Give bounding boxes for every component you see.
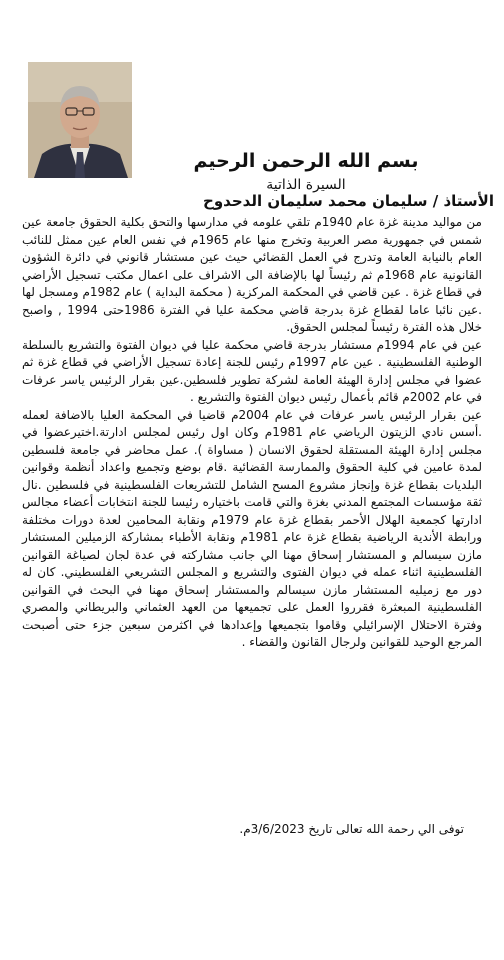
portrait-photo [28, 62, 132, 178]
bio-paragraph: عين بقرار الرئيس ياسر عرفات في عام 2004م قاضيا في المحكمة العليا بالاضافة لعمله .أسس نادي الزيتون الرياضي عام 1981م وكان اول رئيس لمجلس ادارتة.اختيرعضوا في مجلس إدارة الهيئة المستقلة لحقوق الانسان ( مساواة ). عمل محاضر في جامعة فلسطين لمدة عامين في كلية الحقوق والممارسة القضائية .قام بوضع وتجميع واعداد أنظمة وقوانين البلديات بقطاع غزة وإنجاز مشروع المسح الشامل للتشريعات الفلسطينية في فلسطين .نال ثقة مؤسسات المجتمع المدني بغزة والتي قامت باختياره رئيسا للجنة انتخابات أعضاء مجالس ادارتها كجمعية الهلال الأحمر بقطاع غزة عام 1979م ونقابة المحامين لعدة دورات مختلفة ورابطة الأندية الرياضية بقطاع غزة عام 1981م ونقابة الأطباء بمشاركة الزميلين المستشار مازن سيسالم و المستشار إسحاق مهنا الي جانب مشاركته في عدة لجان لصياغة القوانين الفلسطينية اثناء عمله في ديوان الفتوى والتشريع و المجلس التشريعي الفلسطيني. كان له دور مع زميليه المستشار مازن سيسالم والمستشار إسحاق مهنا في البحث في القوانين الفلسطينية المبعثرة فقرروا العمل على تجميعها من العهد العثماني والبريطاني والمصري وفترة الاحتلال الإسرائيلي وقاموا بتجميعها وإعدادها في اكثرمن سبعين جزء حتى أصبحت المرجع الوحيد للقوانين ولرجال القانون والقضاء . [22, 407, 483, 649]
document-header [130, 148, 482, 194]
bio-paragraph: عين في عام 1994م مستشار بدرجة قاضي محكمة عليا في ديوان الفتوة والتشريع بالسلطة الوطنية الفلسطينية . عين عام 1997م رئيس للجنة إعادة تسجيل الأراضي في قطاع غزة ثم عضوا في مجلس إدارة الهيئة العامة لشركة تطوير فلسطين.عين بقرار الرئيس ياسر عرفات في عام 2002م قائم بأعمال رئيس ديوان الفتوة والتشريع . [22, 337, 483, 404]
bio-paragraph: من مواليد مدينة غزة عام 1940م تلقي علومه في مدارسها والتحق بكلية الحقوق جامعة عين شمس في جمهورية مصر العربية وتخرج منها عام 1965م في نفس العام عين ممثل للنائب العام بالنيابة العامة وتدرج في العمل القضائي حيث عين مستشار قانوني في دائرة الشؤون القانونية عام 1968م ثم رئيساً لها بالإضافة الى الاشراف على اعمال مكتب تسجيل الأراضي في قطاع غزة . عين قاضي في المحكمة المركزية ( محكمة البداية ) عام 1982م ومسجل لها .عين نائبا عاما لقطاع غزة بدرجة قاضي محكمة عليا في الفترة 1986حتى 1994 , واصبح خلال هذه الفترة رئيساً لمجلس الحقوق. [22, 215, 482, 334]
basmala: بسم الله الرحمن الرحيم [193, 150, 419, 172]
person-name: الأستاذ / سليمان محمد سليمان الدحدوح [203, 192, 494, 210]
cv-title: السيرة الذاتية [266, 177, 346, 193]
death-note: توفى الي رحمة الله تعالى تاريخ 3/6/2023م. [239, 822, 464, 836]
biography-text [22, 214, 482, 652]
